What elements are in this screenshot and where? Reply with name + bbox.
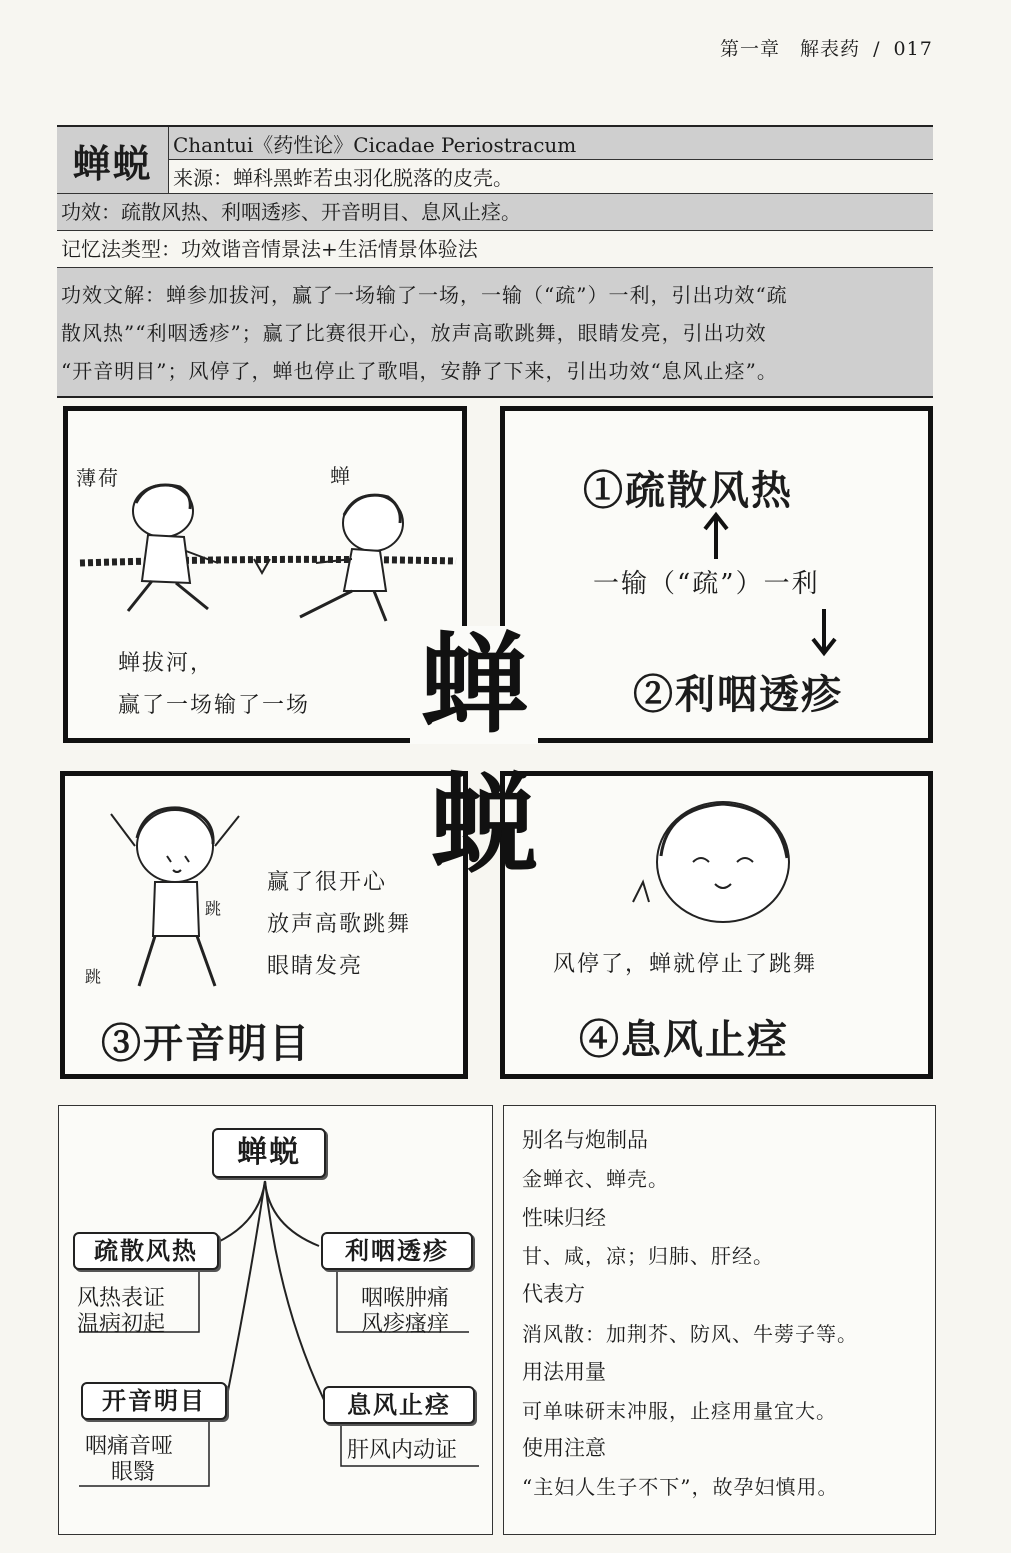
- comic-panel-efficacy-1-2: [500, 406, 933, 743]
- efficacy-4: ④息风止痉: [579, 1016, 789, 1063]
- mindmap-leaf: 肝风内动证: [347, 1438, 458, 1463]
- arrow-up-icon: [701, 511, 731, 561]
- header-separator: /: [873, 38, 881, 60]
- note-heading: 别名与炮制品: [522, 1128, 648, 1152]
- comic-panel-tug-of-war: [63, 406, 467, 743]
- caption-line: 赢了一场输了一场: [118, 693, 311, 718]
- mint-label: 薄荷: [76, 466, 120, 490]
- smiling-face-illustration: [623, 792, 823, 932]
- source-text: 来源：蝉科黑蚱若虫羽化脱落的皮壳。: [169, 160, 933, 193]
- comic-panel-efficacy-3: [60, 771, 468, 1079]
- jump-label: 跳: [205, 899, 224, 918]
- tug-of-war-illustration: [68, 451, 462, 651]
- caption-line: 放声高歌跳舞: [267, 912, 412, 937]
- explanation-line: 散风热”“利咽透疹”；赢了比赛很开心，放声高歌跳舞，眼睛发亮，引出功效: [61, 321, 767, 345]
- explanation-line: 功效文解：蝉参加拔河，赢了一场输了一场，一输（“疏”）一利，引出功效“疏: [61, 283, 788, 307]
- note-heading: 用法用量: [522, 1360, 606, 1384]
- comic-panel-efficacy-4: [500, 771, 933, 1079]
- mindmap-leaf: 眼翳: [111, 1460, 156, 1485]
- center-char-chan: 蝉: [410, 626, 538, 744]
- efficacy-3: ③开音明目: [101, 1020, 311, 1067]
- title-row: [57, 127, 933, 194]
- mindmap-leaf: 咽喉肿痛: [361, 1286, 450, 1311]
- dancing-figure-illustration: [75, 786, 275, 1006]
- panel3-caption: [267, 862, 411, 988]
- note-body: 可单味研末冲服，止痉用量宜大。: [522, 1399, 837, 1423]
- efficacy-2: ②利咽透疹: [633, 671, 843, 718]
- latin-name: Chantui《药性论》Cicadae Periostracum: [169, 127, 933, 160]
- chapter-title: 第一章 解表药: [720, 38, 861, 60]
- page-number: 017: [893, 38, 933, 60]
- efficacy-row: 功效：疏散风热、利咽透疹、开音明目、息风止痉。: [57, 194, 933, 231]
- mindmap-leaf: 温病初起: [77, 1312, 166, 1337]
- note-body: 金蝉衣、蝉壳。: [522, 1167, 669, 1191]
- caption-line: 眼睛发亮: [267, 954, 364, 979]
- pun-text: 一输（“疏”）一利: [593, 569, 820, 599]
- mindmap-leaf: 风热表证: [77, 1286, 166, 1311]
- mindmap-leaf: 咽痛音哑: [85, 1434, 174, 1459]
- note-heading: 使用注意: [522, 1436, 606, 1460]
- mindmap-root: 蝉蜕: [212, 1128, 326, 1178]
- herb-info-table: [57, 125, 933, 398]
- mindmap-branch: 利咽透疹: [321, 1232, 473, 1270]
- mindmap-leaf: 风疹瘙痒: [361, 1312, 450, 1337]
- efficacy-1: ①疏散风热: [583, 467, 793, 514]
- running-header: [720, 34, 933, 61]
- mindmap-box: [58, 1105, 493, 1535]
- note-heading: 性味归经: [522, 1206, 606, 1230]
- note-heading: 代表方: [522, 1282, 585, 1306]
- cicada-label: 蝉: [330, 464, 352, 488]
- note-body: 消风散：加荆芥、防风、牛蒡子等。: [522, 1322, 858, 1346]
- title-details: [169, 127, 933, 193]
- mindmap-branch: 疏散风热: [73, 1232, 219, 1270]
- explanation-row: [57, 268, 933, 396]
- caption-line: 蝉拔河，: [118, 651, 215, 676]
- caption-line: 赢了很开心: [267, 870, 388, 895]
- notes-box: [503, 1105, 936, 1535]
- jump-label: 跳: [85, 967, 104, 986]
- herb-name: 蝉蜕: [57, 127, 169, 193]
- note-body: 甘、咸，凉；归肺、肝经。: [522, 1244, 774, 1268]
- arrow-down-icon: [809, 607, 839, 657]
- mindmap-branch: 息风止痉: [323, 1386, 475, 1424]
- explanation-line: “开音明目”；风停了，蝉也停止了歌唱，安静了下来，引出功效“息风止痉”。: [61, 359, 778, 383]
- note-body: “主妇人生子不下”，故孕妇慎用。: [522, 1475, 839, 1499]
- panel4-caption: 风停了，蝉就停止了跳舞: [553, 952, 818, 977]
- center-char-tui: 蜕: [430, 762, 539, 888]
- memory-type-row: 记忆法类型：功效谐音情景法+生活情景体验法: [57, 231, 933, 268]
- panel1-caption: [118, 643, 310, 727]
- mindmap-branch: 开音明目: [81, 1382, 227, 1420]
